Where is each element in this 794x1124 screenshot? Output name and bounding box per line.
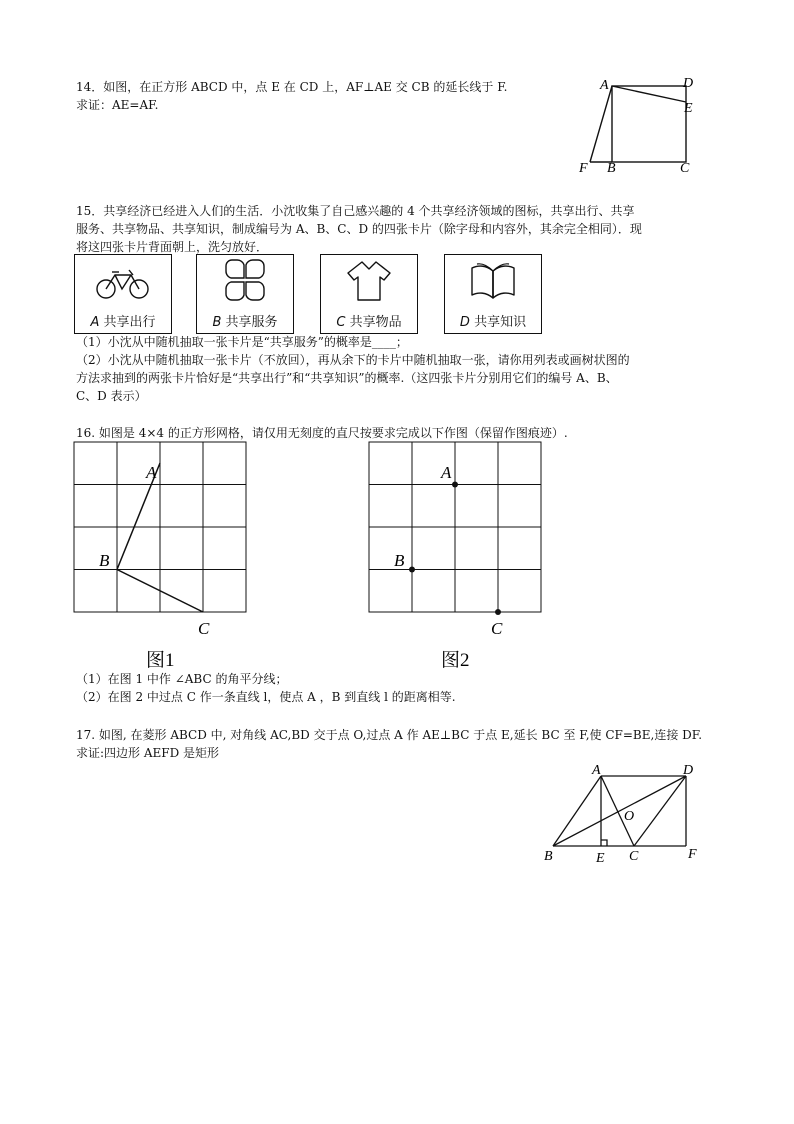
label-a: A [600, 78, 609, 93]
shirt-icon [346, 260, 392, 302]
label-b: B [607, 161, 616, 176]
q17-prove: 求证:四边形 AEFD 是矩形 [76, 746, 220, 760]
card-b-text: 共享服务 [225, 315, 278, 330]
bicycle-icon [93, 263, 153, 303]
fig1-label-b: B [99, 551, 110, 570]
label-c: C [629, 849, 639, 864]
book-icon [469, 261, 517, 301]
q17-rhombus-figure [538, 762, 708, 870]
fig2-label-a: A [441, 463, 452, 482]
q15-sub2-line1: （2）小沈从中随机抽取一张卡片（不放回），再从余下的卡片中随机抽取一张，请你用列表或画树状图的 [76, 353, 630, 367]
fig2-label-c: C [491, 619, 503, 638]
segment-ae [612, 86, 686, 102]
fig1-caption: 图1 [146, 650, 175, 671]
label-e: E [684, 101, 693, 116]
label-f: F [579, 161, 588, 176]
q14-square-figure [570, 74, 700, 178]
card-a [74, 254, 172, 334]
q15-sub2-line3: C、D 表示） [76, 389, 147, 403]
card-c-letter: C [336, 315, 346, 330]
q17-statement: 17. 如图, 在菱形 ABCD 中, 对角线 AC,BD 交于点 O,过点 A 作 AE⊥BC 于点 E,延长 BC 至 F,使 CF=BE,连接 DF. [76, 728, 703, 742]
point-b [409, 567, 415, 573]
q16-grid-figure1 [60, 436, 270, 676]
card-c-text: 共享物品 [349, 315, 402, 330]
square-abcd [612, 86, 686, 162]
fig1-label-a: A [146, 463, 157, 482]
q15-sub2-line2: 方法求抽到的两张卡片恰好是“共享出行”和“共享知识”的概率.（这四张卡片分别用它们的编号 A、B、 [76, 371, 618, 385]
q15-statement-line2: 服务、共享物品、共享知识，制成编号为 A、B、C、D 的四张卡片（除字母和内容外，其余完全相同）．现 [76, 222, 642, 236]
q16-statement: 16. 如图是 4×4 的正方形网格，请仅用无刻度的直尺按要求完成以下作图（保留作图痕迹）. [76, 426, 568, 440]
q14-prove: 求证：AE=AF. [76, 98, 159, 112]
q16-sub2: （2）在图 2 中过点 C 作一条直线 l，使点 A ，B 到直线 l 的距离相等. [76, 690, 456, 704]
card-c [320, 254, 418, 334]
card-b-letter: B [212, 315, 222, 330]
q16-sub1: （1）在图 1 中作 ∠ABC 的角平分线； [76, 672, 288, 686]
card-d-letter: D [459, 315, 470, 330]
point-c [495, 609, 501, 615]
point-a [452, 482, 458, 488]
fig2-caption: 图2 [441, 650, 470, 671]
label-f: F [688, 847, 697, 862]
label-d: D [683, 76, 694, 91]
card-d [444, 254, 542, 334]
q15-statement-line3: 将这四张卡片背面朝上，洗匀放好． [76, 240, 269, 254]
label-d: D [683, 763, 694, 778]
q15-sub1: （1）小沈从中随机抽取一张卡片是“共享服务”的概率是____； [76, 335, 408, 349]
label-e: E [596, 851, 605, 866]
label-a: A [592, 763, 601, 778]
q14-statement: 14．如图，在正方形 ABCD 中，点 E 在 CD 上，AF⊥AE 交 CB 的延长线于 F. [76, 80, 508, 94]
q15-statement-line1: 15．共享经济已经进入人们的生活．小沈收集了自己感兴趣的 4 个共享经济领域的图标，共享出行、共享 [76, 204, 635, 218]
card-d-text: 共享知识 [474, 315, 527, 330]
card-b [196, 254, 294, 334]
label-c: C [680, 161, 690, 176]
clover-icon [225, 259, 265, 301]
segment-af [590, 86, 612, 162]
label-o: O [624, 809, 635, 824]
card-a-letter: A [90, 315, 100, 330]
label-b: B [544, 849, 553, 864]
fig2-label-b: B [394, 551, 405, 570]
q16-grid-figure2 [355, 436, 565, 676]
card-a-text: 共享出行 [103, 315, 156, 330]
fig1-label-c: C [198, 619, 210, 638]
